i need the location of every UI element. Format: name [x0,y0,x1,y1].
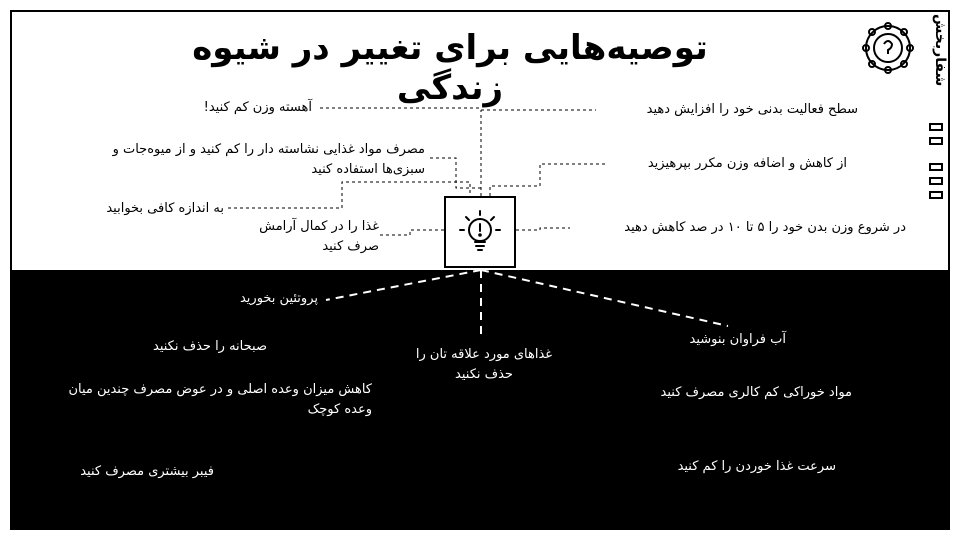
tip-eat-protein: پروتئین بخورید [239,291,318,306]
tip-avoid-yoyo: از کاهش و اضافه وزن مکرر بپرهیزید [647,156,847,171]
tip-keep-favorite-foods: غذاهای مورد علاقه تان را حذف نکنید [415,347,553,382]
tip-eat-calmly: غذا را در کمال آرامش صرف کنید [259,219,379,254]
connector-tl-2 [430,158,481,188]
tip-initial-loss: در شروع وزن بدن خود را ۵ تا ۱۰ در صد کاهش دهید [624,220,906,235]
tip-keep-breakfast: صبحانه را حذف نکنید [153,339,267,354]
tip-drink-water: آب فراوان بنوشید [689,332,786,347]
connector-tr-2 [490,164,608,196]
connector-tl-4 [380,230,444,235]
tip-more-fiber: فیبر بیشتری مصرف کنید [80,464,214,479]
lightbulb-icon [446,198,514,266]
connector-br [481,270,728,326]
brand-name: شفاربخش [932,14,948,87]
connector-bl [326,270,481,300]
tip-small-meals: کاهش میزان وعده اصلی و در عوض مصرف چندین میان وعده کوچک [68,382,372,417]
brand-logo-icon [860,20,916,76]
lightbulb-box [444,196,516,268]
connector-tl-3 [228,182,470,208]
tip-sleep-enough: به اندازه کافی بخوابید [106,201,224,216]
tip-low-calorie: مواد خوراکی کم کالری مصرف کنید [660,385,852,400]
tip-increase-activity: سطح فعالیت بدنی خود را افزایش دهید [646,102,858,117]
tip-reduce-starch: مصرف مواد غذایی نشاسته دار را کم کنید و از میوه‌جات و سبزی‌ها استفاده کنید [112,142,425,177]
tip-slow-weight-loss: آهسته وزن کم کنید! [203,100,312,115]
connector-tr-3 [516,228,570,230]
page-title: توصیه‌هایی برای تغییر در شیوه زندگی [192,28,708,108]
tip-eat-slowly: سرعت غذا خوردن را کم کنید [677,459,836,474]
